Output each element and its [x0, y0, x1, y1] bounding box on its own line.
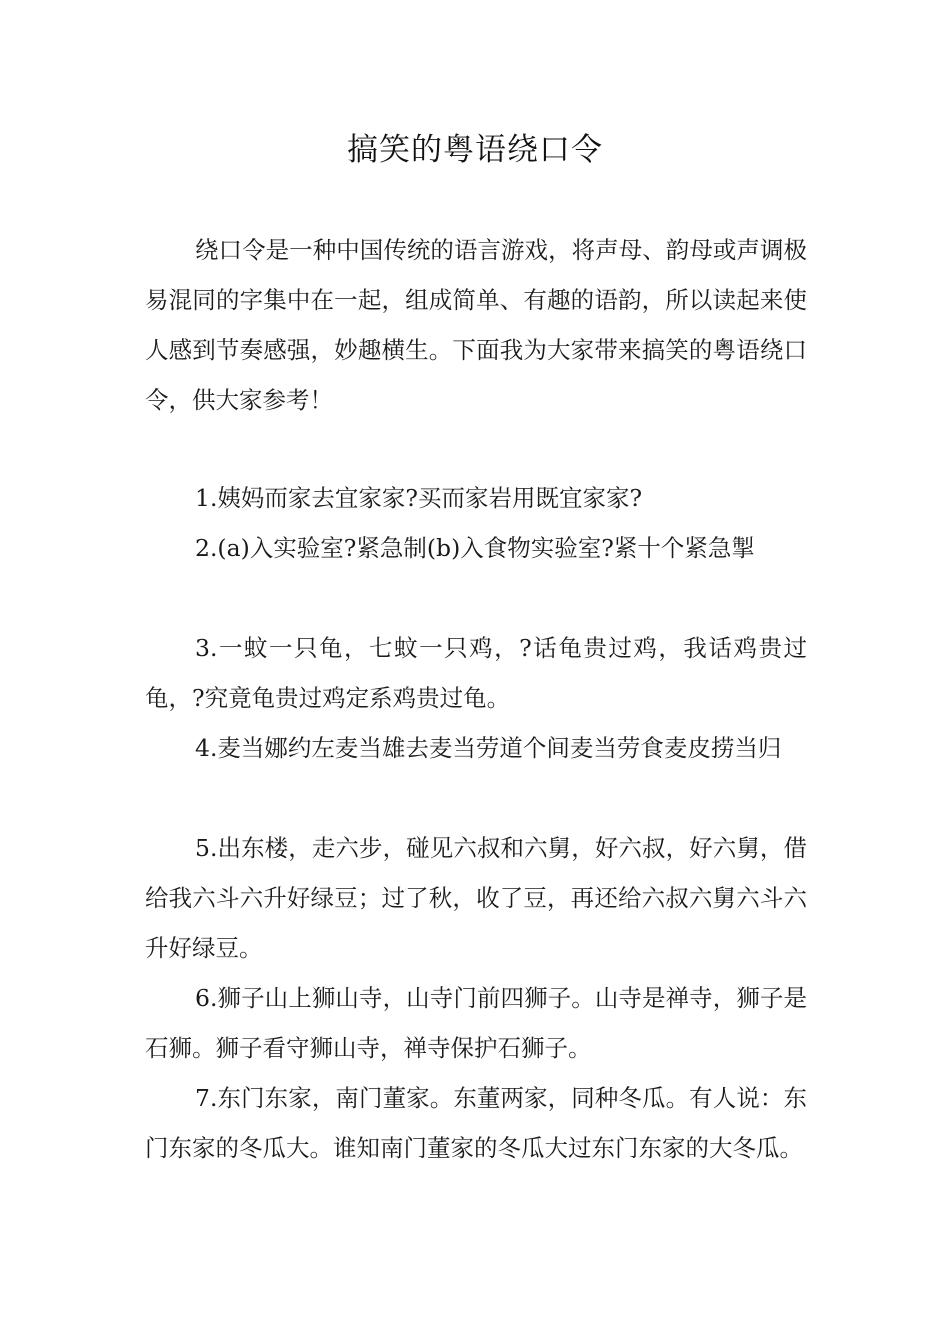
page-title: 搞笑的粤语绕口令: [347, 132, 603, 168]
tongue-twister-5: 5.出东楼，走六步，碰见六叔和六舅，好六叔，好六舅，借给我六斗六升好绿豆；过了秋，收了豆，再还给六叔六舅六斗六升好绿豆。: [145, 834, 807, 962]
tongue-twister-6: 6.狮子山上狮山寺，山寺门前四狮子。山寺是禅寺，狮子是石狮。狮子看守狮山寺，禅寺保护石狮子。: [145, 984, 807, 1062]
tongue-twister-2: 2.(a)入实验室?紧急制(b)入食物实验室?紧十个紧急掣: [195, 534, 755, 562]
tongue-twister-1: 1.姨妈而家去宜家家?买而家岩用既宜家家?: [195, 484, 643, 512]
tongue-twister-4: 4.麦当娜约左麦当雄去麦当劳道个间麦当劳食麦皮捞当归: [195, 734, 782, 762]
tongue-twister-7: 7.东门东家，南门董家。东董两家，同种冬瓜。有人说：东门东家的冬瓜大。谁知南门董家的冬瓜大过东门东家的大冬瓜。: [145, 1084, 807, 1162]
intro-paragraph: 绕口令是一种中国传统的语言游戏，将声母、韵母或声调极易混同的字集中在一起，组成简单、有趣的语韵，所以读起来使人感到节奏感强，妙趣横生。下面我为大家带来搞笑的粤语绕口令，供大家参考！: [145, 236, 807, 414]
tongue-twister-3: 3.一蚊一只龟，七蚊一只鸡，?话龟贵过鸡，我话鸡贵过龟，?究竟龟贵过鸡定系鸡贵过龟。: [145, 634, 807, 712]
